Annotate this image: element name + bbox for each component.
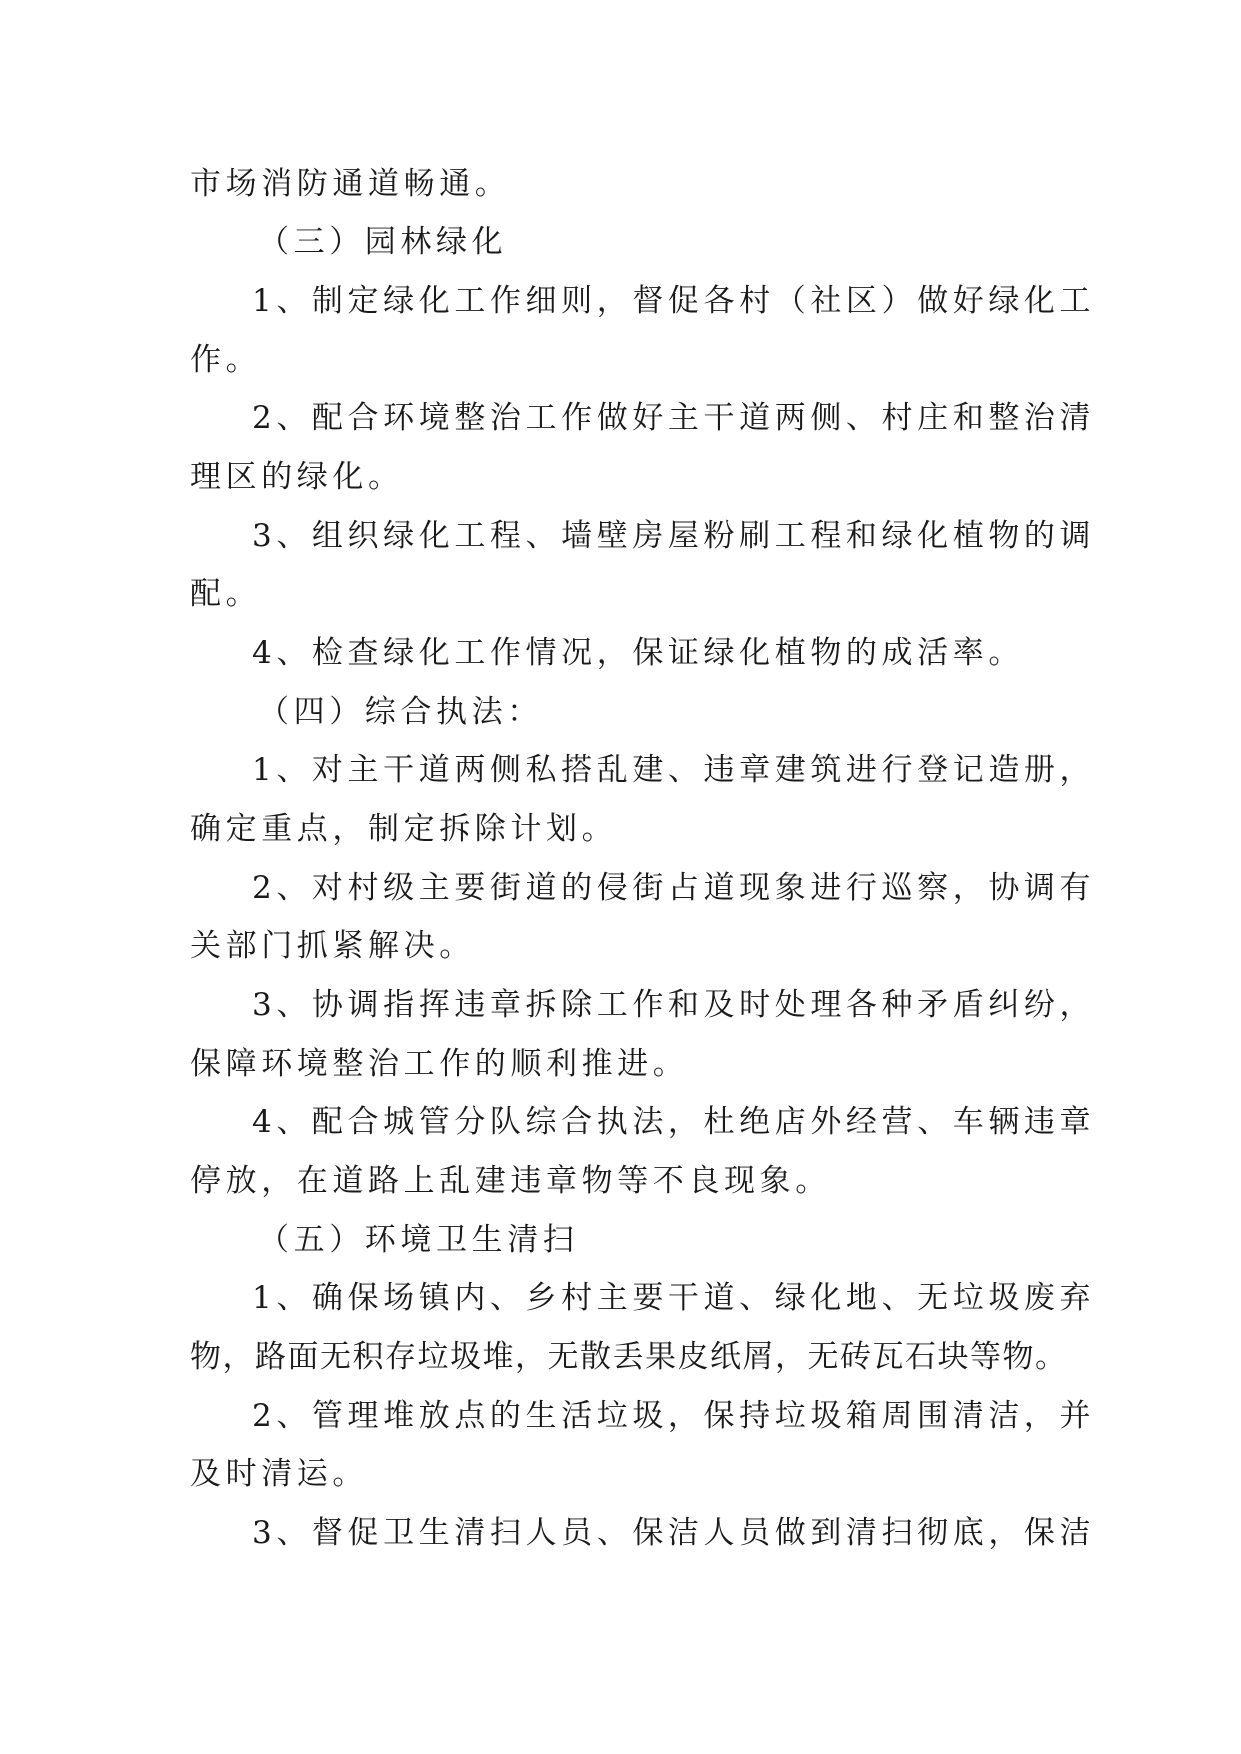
paragraph-line: 2、管理堆放点的生活垃圾，保持垃圾箱周围清洁，并 (252, 1398, 1096, 1434)
section-heading-sanitation: （五）环境卫生清扫 (258, 1222, 579, 1258)
paragraph-line: 市场消防通道畅通。 (190, 166, 511, 202)
paragraph-line: 物，路面无积存垃圾堆，无散丢果皮纸屑，无砖瓦石块等物。 (190, 1339, 1068, 1375)
paragraph-line: 1、对主干道两侧私搭乱建、违章建筑进行登记造册， (252, 752, 1096, 788)
paragraph-line: 作。 (190, 342, 262, 378)
paragraph-line: 2、配合环境整治工作做好主干道两侧、村庄和整治清 (252, 400, 1096, 436)
paragraph-line: 2、对村级主要街道的侵街占道现象进行巡察，协调有 (252, 870, 1096, 906)
paragraph-line: 关部门抓紧解决。 (190, 928, 475, 964)
paragraph-line: 1、确保场镇内、乡村主要干道、绿化地、无垃圾废弃 (252, 1280, 1096, 1316)
paragraph-line: 3、督促卫生清扫人员、保洁人员做到清扫彻底，保洁 (252, 1515, 1096, 1551)
paragraph-line: 及时清运。 (190, 1456, 368, 1492)
paragraph-line: 确定重点，制定拆除计划。 (190, 811, 618, 847)
paragraph-line: 4、检查绿化工作情况，保证绿化植物的成活率。 (252, 635, 1024, 671)
paragraph-line: 保障环境整治工作的顺利推进。 (190, 1046, 689, 1082)
paragraph-line: 1、制定绿化工作细则，督促各村（社区）做好绿化工 (252, 283, 1096, 319)
paragraph-line: 3、组织绿化工程、墙壁房屋粉刷工程和绿化植物的调 (252, 518, 1096, 554)
paragraph-line: 停放，在道路上乱建违章物等不良现象。 (190, 1163, 831, 1199)
paragraph-line: 理区的绿化。 (190, 459, 404, 495)
paragraph-line: 4、配合城管分队综合执法，杜绝店外经营、车辆违章 (252, 1104, 1096, 1140)
paragraph-line: 配。 (190, 576, 262, 612)
paragraph-line: 3、协调指挥违章拆除工作和及时处理各种矛盾纠纷， (252, 987, 1096, 1023)
section-heading-law-enforcement: （四）综合执法： (258, 694, 543, 730)
section-heading-garden-greening: （三）园林绿化 (258, 224, 508, 260)
